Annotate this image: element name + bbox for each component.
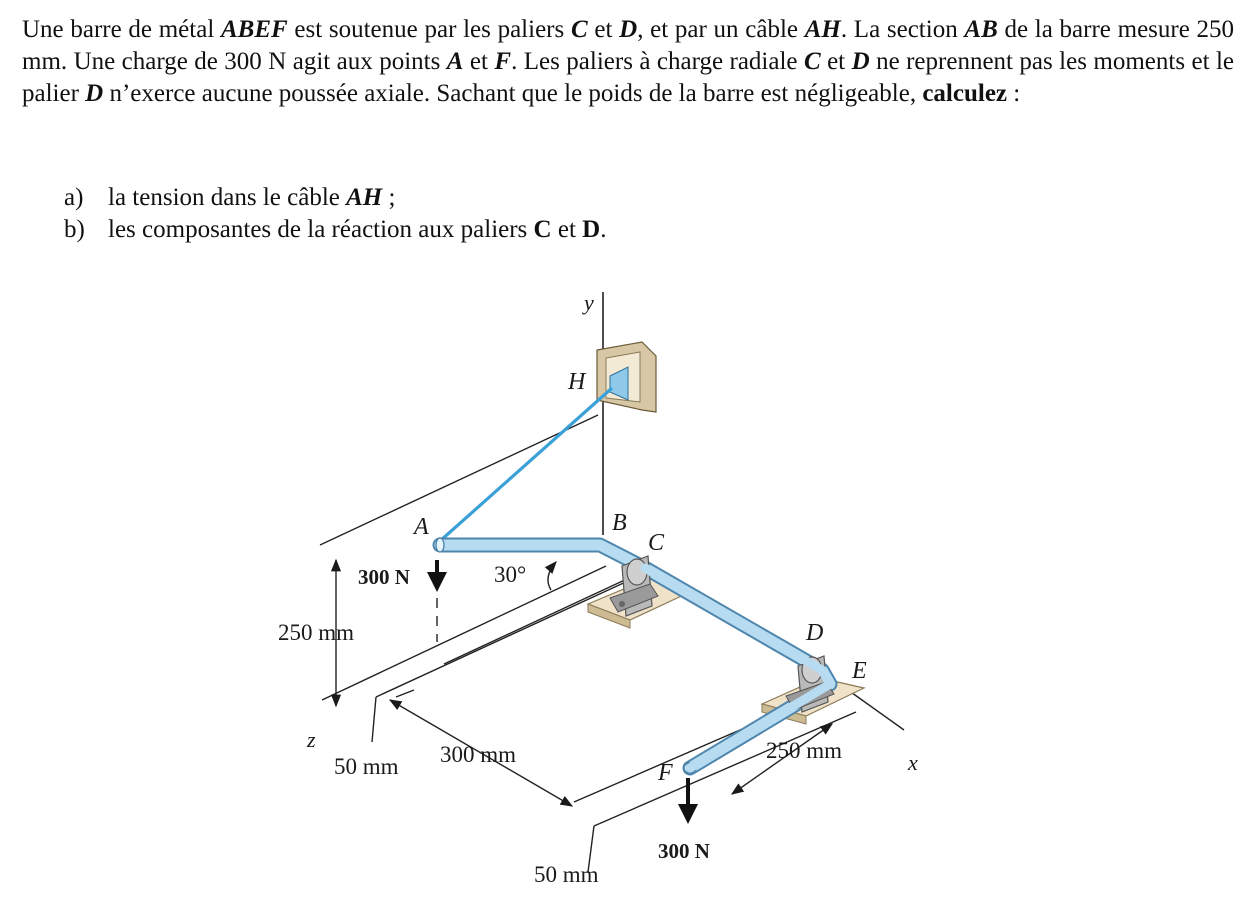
label-x: x xyxy=(908,750,918,775)
label-load-F: 300 N xyxy=(658,839,710,863)
dim-250-left: 250 mm xyxy=(278,620,355,645)
dim-300: 300 mm xyxy=(440,742,517,767)
problem-statement: Une barre de métal ABEF est soutenue par les paliers C et D, et par un câble AH. La section AB de la barre mesure 250 mm. Une charge de 300 N agit aux points A et F. Les paliers à charge radiale C et D ne reprennent pas les moments et le palier D n’exerce aucune poussée axiale. Sachant que le poids de la barre est négligeable, calculez : xyxy=(22,16,1235,107)
label-A: A xyxy=(414,514,429,540)
label-load-A: 300 N xyxy=(358,565,410,589)
dim-50-bottom: 50 mm xyxy=(534,862,599,887)
label-y: y xyxy=(584,290,594,315)
label-F: F xyxy=(658,760,673,786)
term-ABEF: ABEF xyxy=(220,16,288,43)
dim-50-left: 50 mm xyxy=(334,754,399,779)
label-B: B xyxy=(612,510,627,536)
wall-bracket-H xyxy=(597,342,656,412)
angle-arc xyxy=(548,562,556,590)
label-H: H xyxy=(568,369,586,395)
bar-end-A xyxy=(436,538,444,552)
question-b: b) les composantes de la réaction aux paliers C et D. xyxy=(64,216,607,243)
label-D: D xyxy=(806,620,824,646)
label-z: z xyxy=(307,727,316,752)
term-calculez: calculez xyxy=(922,80,1008,107)
label-C: C xyxy=(648,530,665,556)
label-angle: 30° xyxy=(494,562,527,587)
cable-AH xyxy=(440,388,612,541)
label-E: E xyxy=(852,658,867,684)
dim-250-right: 250 mm xyxy=(766,738,843,763)
question-a: a) la tension dans le câble AH ; xyxy=(64,184,396,211)
